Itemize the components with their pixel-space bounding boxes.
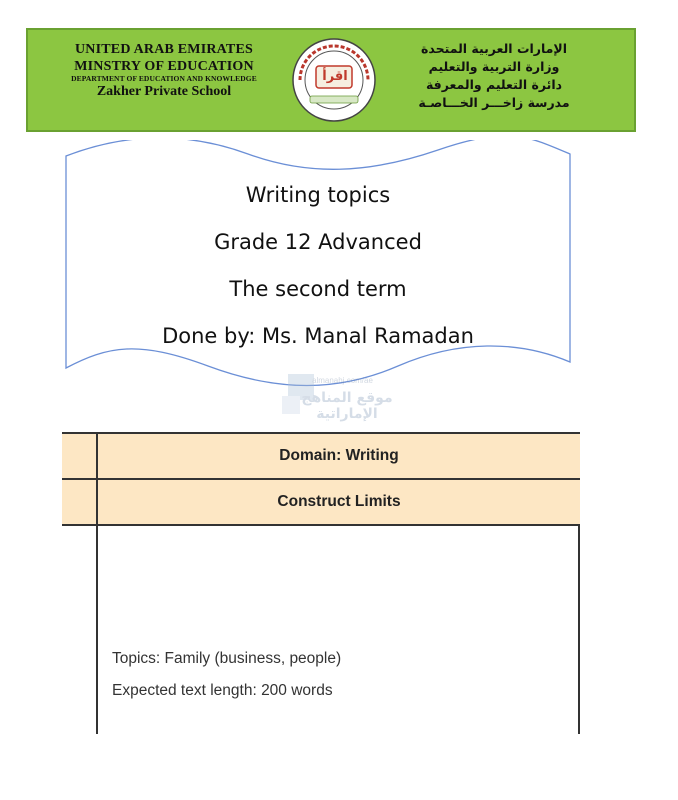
school-name: Zakher Private School bbox=[96, 83, 232, 99]
construct-cell bbox=[96, 480, 580, 524]
arabic-ministry-name: وزارة التربية والتعليم bbox=[428, 59, 560, 75]
seal-word: اقرأ bbox=[322, 69, 348, 84]
domain-cell bbox=[96, 434, 580, 478]
country-name: UNITED ARAB EMIRATES bbox=[75, 42, 253, 57]
grade-level: Grade 12 Advanced bbox=[214, 230, 422, 254]
construct-label: Construct Limits bbox=[277, 493, 401, 510]
title-scroll bbox=[58, 140, 578, 390]
table-row-domain bbox=[62, 432, 580, 478]
title-text-block bbox=[58, 172, 578, 360]
author-credit: Done by: Ms. Manal Ramadan bbox=[162, 324, 474, 348]
department-name: DEPARTMENT OF EDUCATION AND KNOWLEDGE bbox=[71, 74, 257, 84]
topics-line: Topics: Family (business, people) bbox=[112, 650, 342, 667]
school-seal-logo bbox=[290, 36, 378, 124]
details-cell bbox=[96, 526, 580, 734]
arabic-school-header bbox=[394, 40, 594, 113]
domain-label: Domain: Writing bbox=[279, 447, 399, 464]
english-school-header bbox=[64, 42, 264, 100]
ministry-name: MINSTRY OF EDUCATION bbox=[74, 58, 254, 74]
table-row-construct bbox=[62, 478, 580, 524]
watermark-arabic: موقع المناهج الإماراتية bbox=[301, 390, 393, 422]
document-title: Writing topics bbox=[245, 183, 391, 207]
watermark bbox=[282, 374, 402, 430]
arabic-country-name: الإمارات العربية المتحدة bbox=[420, 41, 568, 56]
header-banner bbox=[26, 28, 636, 132]
watermark-site: almanahj.com/ae bbox=[312, 376, 373, 385]
writing-domain-table bbox=[62, 432, 580, 734]
table-row-details bbox=[62, 524, 580, 734]
text-length-line: Expected text length: 200 words bbox=[112, 682, 333, 699]
arabic-department-name: دائرة التعليم والمعرفة bbox=[425, 77, 563, 93]
term-label: The second term bbox=[229, 277, 407, 301]
arabic-school-name: مدرسة زاخـــر الخـــاصـة bbox=[418, 95, 570, 111]
